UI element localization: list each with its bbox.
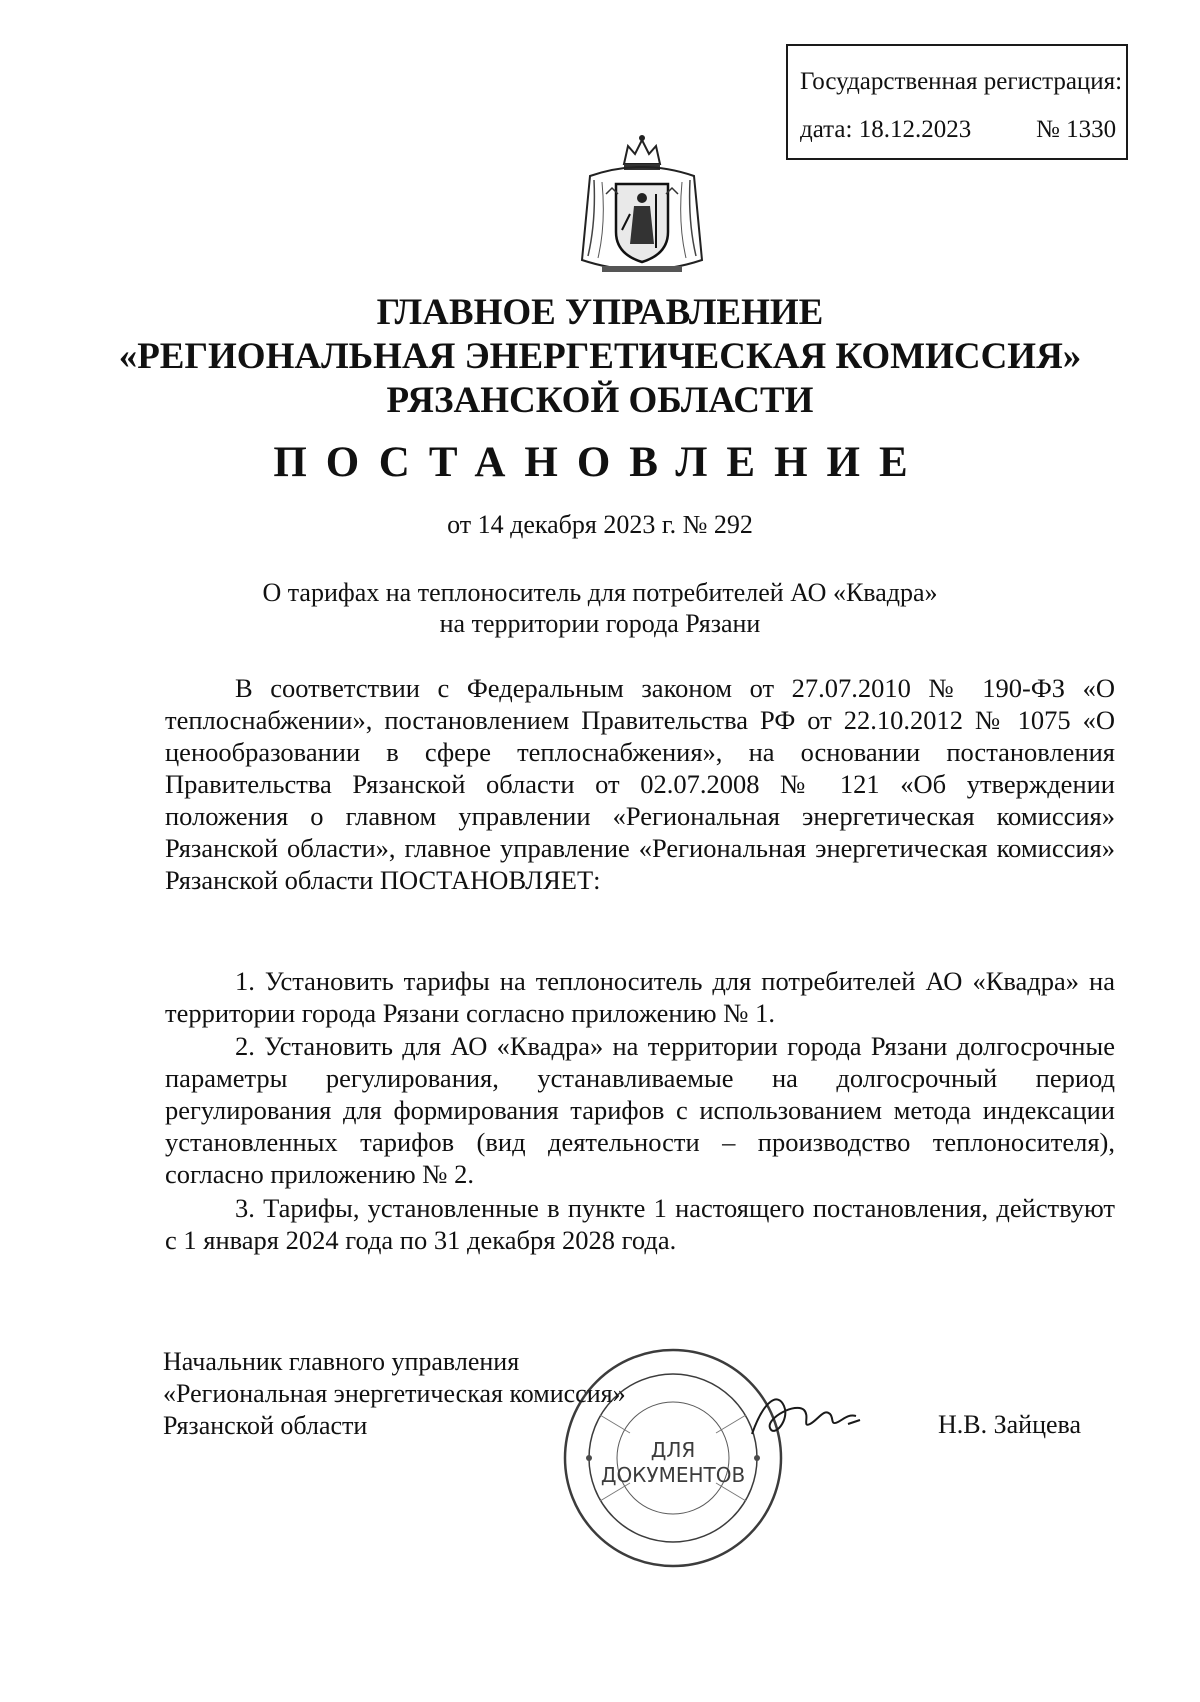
organization-line-1: ГЛАВНОЕ УПРАВЛЕНИЕ <box>376 292 824 333</box>
signer-name: Н.В. Зайцева <box>938 1410 1082 1439</box>
intro-text: В соответствии с Федеральным законом от 27.07.2010 № 190-ФЗ «О теплоснабжении», постановлением Правительства РФ от 22.10.2012 № 1075 «О ценообразовании в сфере теплоснабжения», на основании постановления Правительства Рязанской области от 02.07.2008 № 121 «Об утверждении положения о главном управлении «Региональная энергетическая комиссия» Рязанской области», главное управление «Региональная энергетическая комиссия» Рязанской области <box>165 673 1115 895</box>
item-2-paragraph: 2. Установить для АО «Квадра» на территории города Рязани долгосрочные параметры регулирования, устанавливаемые на долгосрочный период регулирования для формирования тарифов с использованием метода индексации установленных тарифов (вид деятельности – производство теплоносителя), согласно приложению № 2. <box>165 1031 1115 1189</box>
organization-line-2: «РЕГИОНАЛЬНАЯ ЭНЕРГЕТИЧЕСКАЯ КОМИССИЯ» <box>118 336 1082 377</box>
registration-date: дата: 18.12.2023 <box>800 116 972 143</box>
organization-line-3: РЯЗАНСКОЙ ОБЛАСТИ <box>386 380 814 421</box>
registration-number: № 1330 <box>1036 116 1117 143</box>
document-date-number: от 14 декабря 2023 г. № 292 <box>447 510 753 539</box>
official-stamp <box>560 1345 786 1571</box>
signature-position <box>163 1346 626 1442</box>
item-1-paragraph: 1. Установить тарифы на теплоноситель для потребителей АО «Квадра» на территории города Рязани согласно приложению № 1. <box>165 966 1115 1028</box>
intro-paragraph <box>165 672 1115 896</box>
intro-decree: ПОСТАНОВЛЯЕТ: <box>379 865 601 895</box>
stamp-center-line-1: ДЛЯ <box>650 1438 696 1462</box>
ryazan-coat-of-arms-icon <box>572 132 712 278</box>
registration-title: Государственная регистрация: <box>800 68 1123 95</box>
position-line-2: «Региональная энергетическая комиссия» <box>163 1379 626 1408</box>
registration-box <box>786 44 1128 160</box>
stamp-center-line-2: ДОКУМЕНТОВ <box>600 1463 746 1487</box>
subject-line-2: на территории города Рязани <box>439 609 761 638</box>
subject-line-1: О тарифах на теплоноситель для потребителей АО «Квадра» <box>262 578 938 607</box>
position-line-1: Начальник главного управления <box>163 1347 520 1376</box>
document-type: ПОСТАНОВЛЕНИЕ <box>273 439 927 486</box>
position-line-3: Рязанской области <box>163 1411 368 1440</box>
handwritten-signature <box>744 1380 864 1450</box>
item-3-paragraph: 3. Тарифы, установленные в пункте 1 настоящего постановления, действуют с 1 января 2024 года по 31 декабря 2028 года. <box>165 1193 1115 1255</box>
